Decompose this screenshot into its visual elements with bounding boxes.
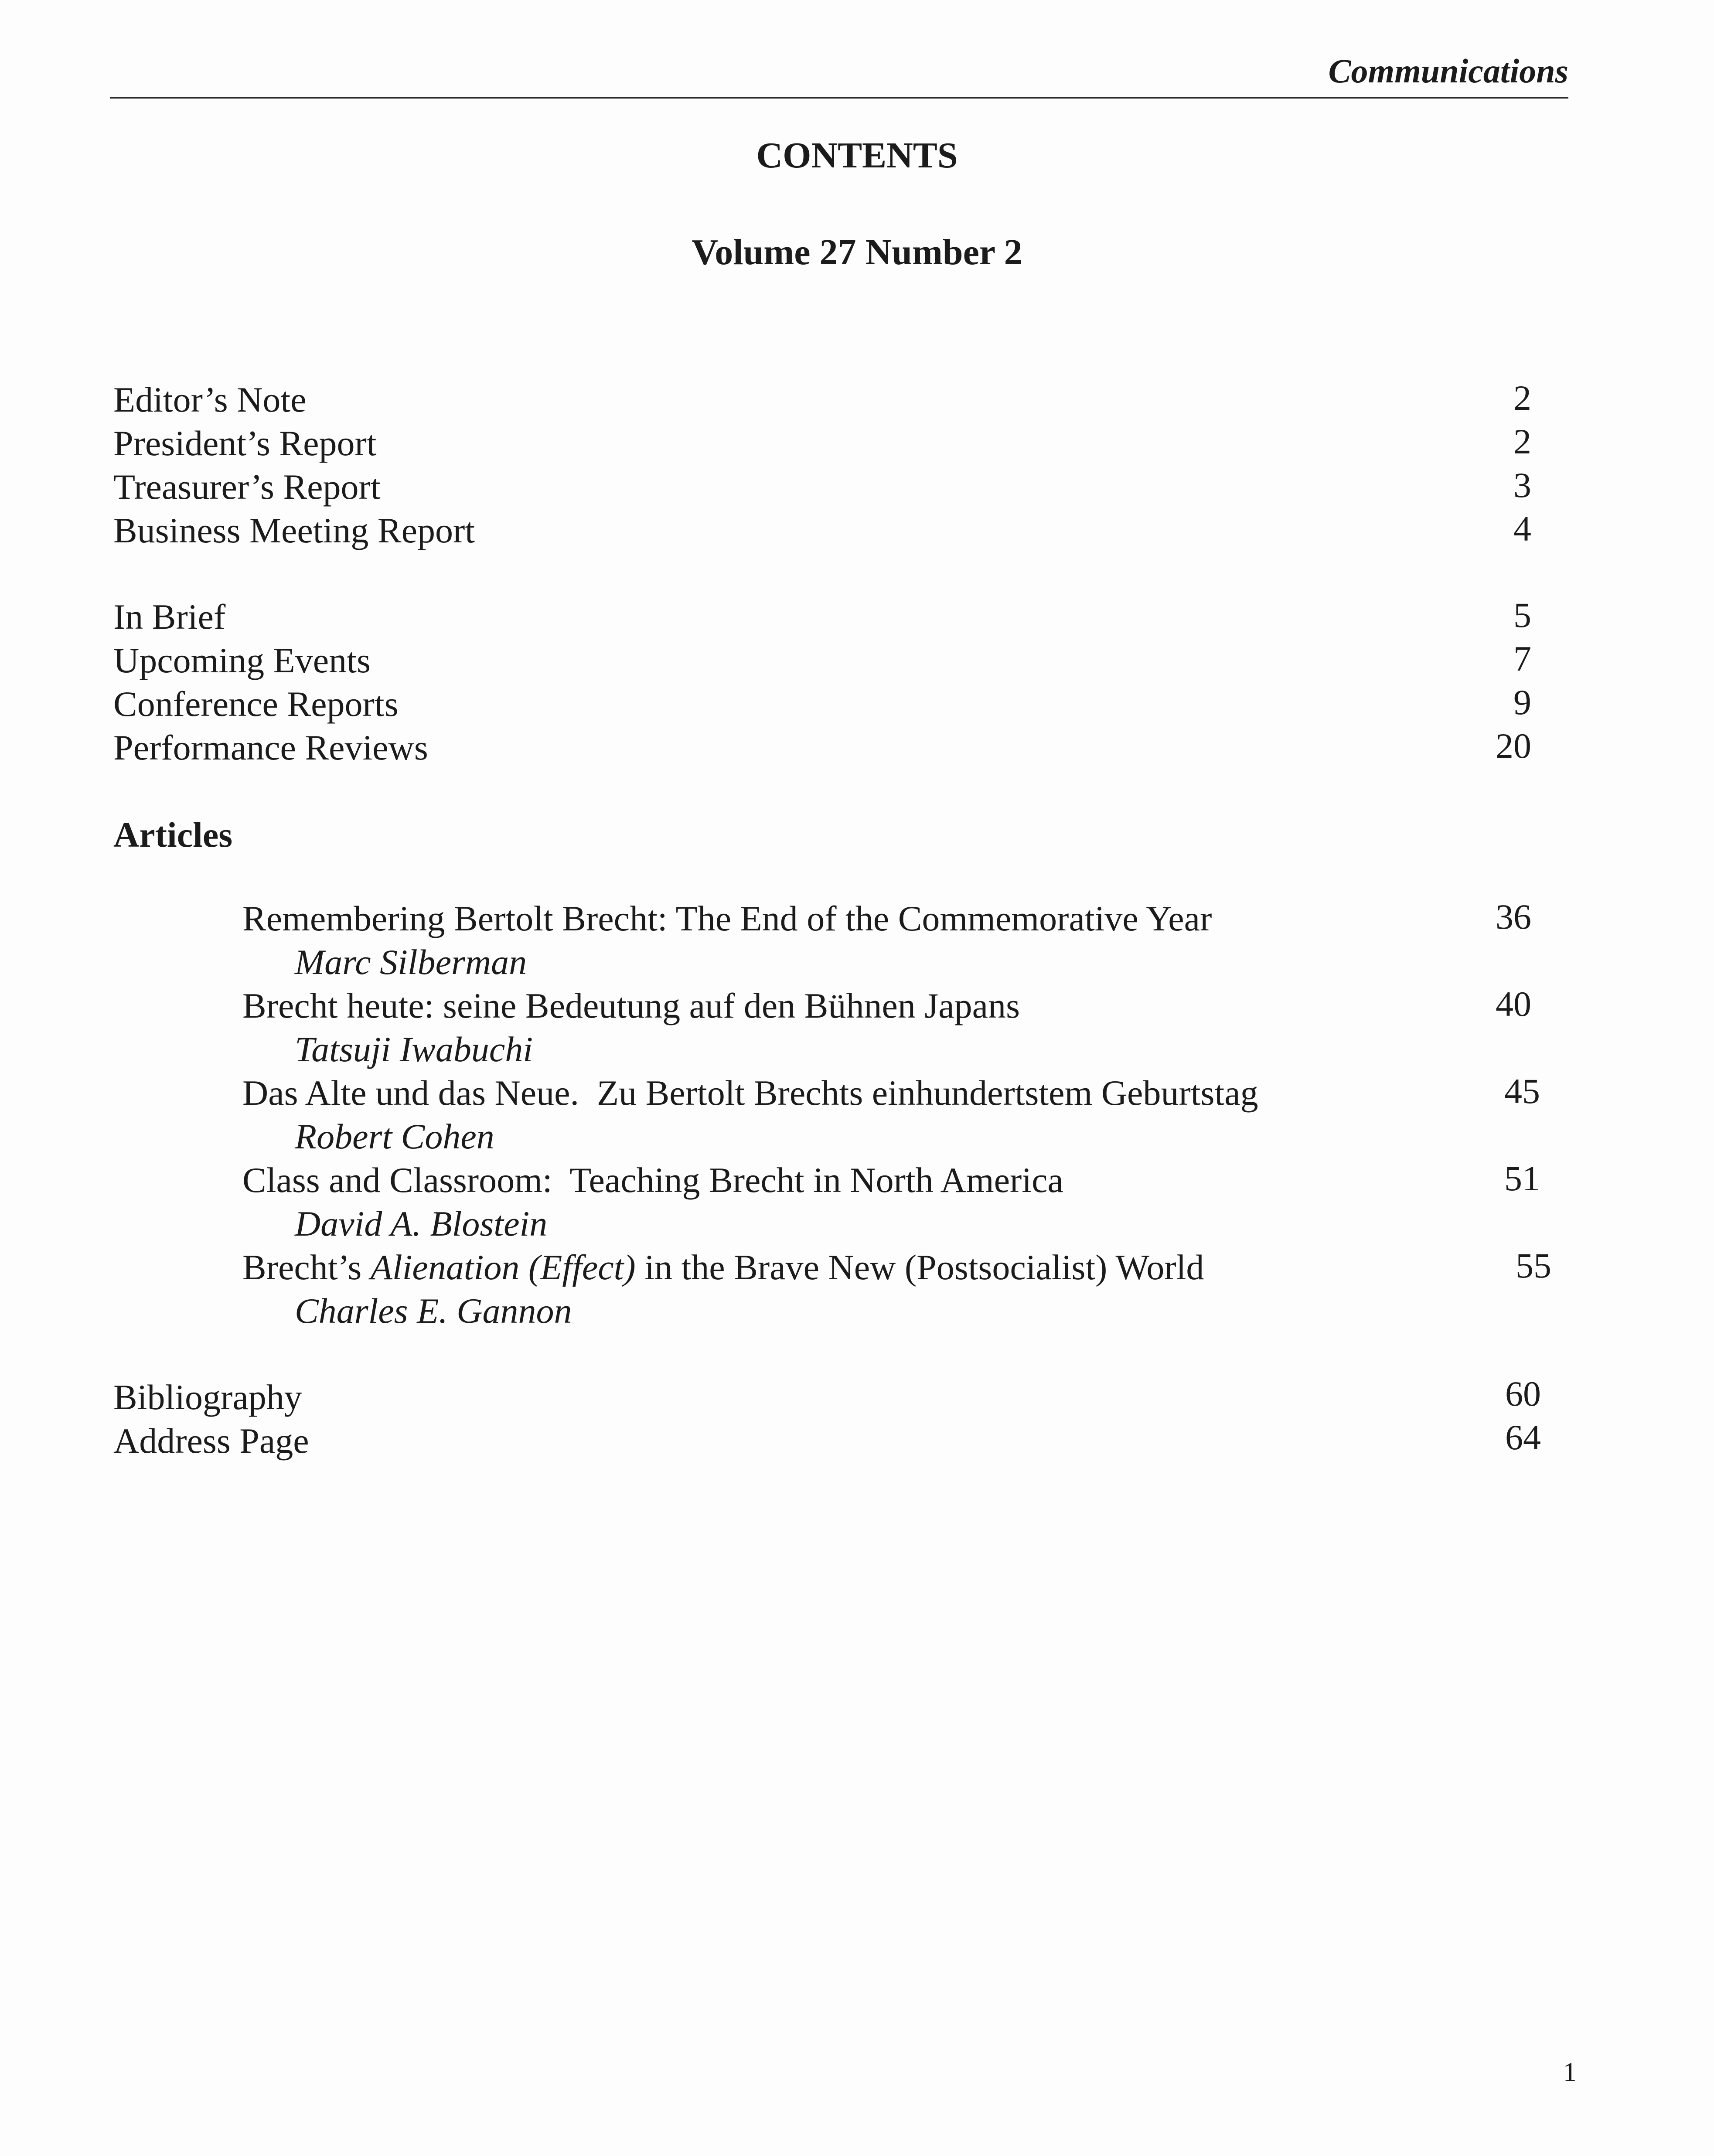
toc-page-address-page: 64 [1505,1417,1541,1457]
article-title: Das Alte und das Neue. Zu Bertolt Brechts einhundertstem Geburtstag [242,1073,1258,1113]
article-title-italic: Alienation (Effect) [370,1247,636,1287]
article-title: Brecht heute: seine Bedeutung auf den Bühnen Japans [242,986,1020,1025]
toc-entry-in-brief: In Brief [113,597,226,637]
toc-page-presidents-report: 2 [1513,422,1531,461]
toc-page-performance-reviews: 20 [1496,726,1531,766]
article-page: 36 [1496,897,1531,937]
article-page: 45 [1504,1071,1540,1111]
toc-entry-business-meeting-report: Business Meeting Report [113,511,475,550]
article-title: Class and Classroom: Teaching Brecht in North America [242,1160,1063,1200]
toc-page-bibliography: 60 [1505,1374,1541,1413]
article-title: Remembering Bertolt Brecht: The End of the Commemorative Year [242,899,1212,938]
article-page: 51 [1504,1158,1540,1198]
contents-title: CONTENTS [756,135,958,176]
page-number: 1 [1563,2057,1577,2087]
article-author: Charles E. Gannon [295,1291,572,1331]
toc-entry-conference-reports: Conference Reports [113,684,399,724]
header-rule [110,97,1568,99]
toc-entry-address-page: Address Page [113,1421,309,1461]
article-author: Robert Cohen [295,1117,494,1156]
article-page: 40 [1496,984,1531,1024]
articles-heading: Articles [113,815,233,855]
toc-page-treasurers-report: 3 [1513,465,1531,505]
toc-entry-bibliography: Bibliography [113,1377,302,1417]
article-author: Tatsuji Iwabuchi [295,1029,533,1069]
toc-entry-treasurers-report: Treasurer’s Report [113,467,381,507]
volume-number: Volume 27 Number 2 [692,232,1022,272]
running-head: Communications [1328,52,1568,90]
toc-page-editors-note: 2 [1513,378,1531,418]
toc-entry-editors-note: Editor’s Note [113,380,307,419]
article-author: Marc Silberman [295,942,527,982]
toc-entry-performance-reviews: Performance Reviews [113,728,428,767]
article-author: David A. Blostein [295,1204,548,1243]
toc-entry-upcoming-events: Upcoming Events [113,640,371,680]
article-title-prefix: Brecht’s [242,1247,371,1287]
toc-entry-presidents-report: President’s Report [113,423,377,463]
article-title-suffix: in the Brave New (Postsocialist) World [635,1247,1204,1287]
toc-page-business-meeting-report: 4 [1513,509,1531,548]
toc-page-conference-reports: 9 [1513,682,1531,722]
toc-page-in-brief: 5 [1513,595,1531,635]
toc-page-upcoming-events: 7 [1513,639,1531,678]
article-page: 55 [1516,1246,1551,1285]
article-title [242,1247,1204,1288]
